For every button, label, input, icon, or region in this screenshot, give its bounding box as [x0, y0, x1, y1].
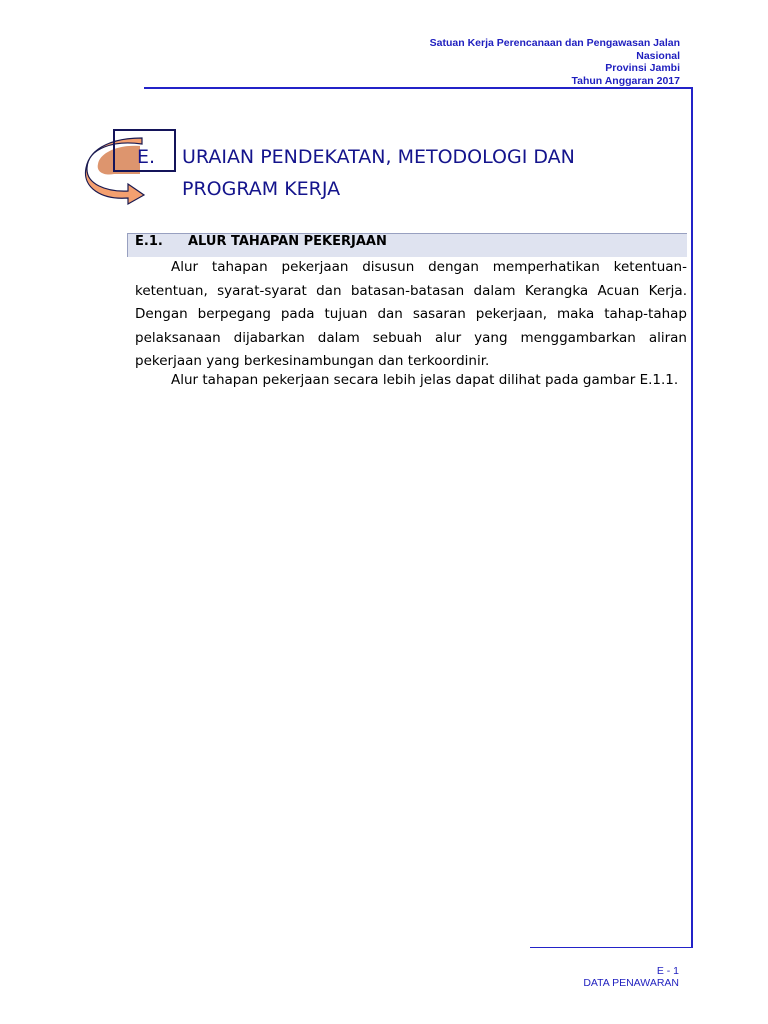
section-number: E.1. — [135, 234, 163, 249]
header-line-1: Satuan Kerja Perencanaan dan Pengawasan Jalan — [429, 37, 680, 49]
frame-bottom-border — [530, 947, 693, 948]
page-header — [350, 37, 680, 87]
header-line-2: Nasional — [636, 49, 680, 62]
section-title: ALUR TAHAPAN PEKERJAAN — [188, 234, 387, 249]
footer-label: DATA PENAWARAN — [583, 977, 679, 989]
page-footer — [479, 965, 679, 989]
chapter-letter: E. — [137, 146, 156, 168]
body-paragraph-1: Alur tahapan pekerjaan disusun dengan memperhatikan ketentuan-ketentuan, syarat-syarat dan batasan-batasan dalam Kerangka Acuan Kerja. Dengan berpegang pada tujuan dan sasaran pekerjaan, maka tahap-tahap pelaksanaan dijabarkan dalam sebuah alur yang menggambarkan aliran pekerjaan yang berkesinambungan dan terkoordinir. — [135, 259, 687, 369]
frame-top-border — [144, 87, 693, 89]
frame-right-border — [691, 87, 693, 948]
body-paragraph-2: Alur tahapan pekerjaan secara lebih jelas dapat dilihat pada gambar E.1.1. — [171, 372, 679, 388]
footer-page-number: E - 1 — [656, 965, 679, 977]
header-line-4: Tahun Anggaran 2017 — [571, 74, 680, 87]
chapter-title — [182, 141, 662, 205]
header-line-3: Provinsi Jambi — [605, 62, 680, 74]
chapter-title-line-1: URAIAN PENDEKATAN, METODOLOGI DAN — [182, 146, 575, 168]
chapter-title-line-2: PROGRAM KERJA — [182, 178, 341, 200]
